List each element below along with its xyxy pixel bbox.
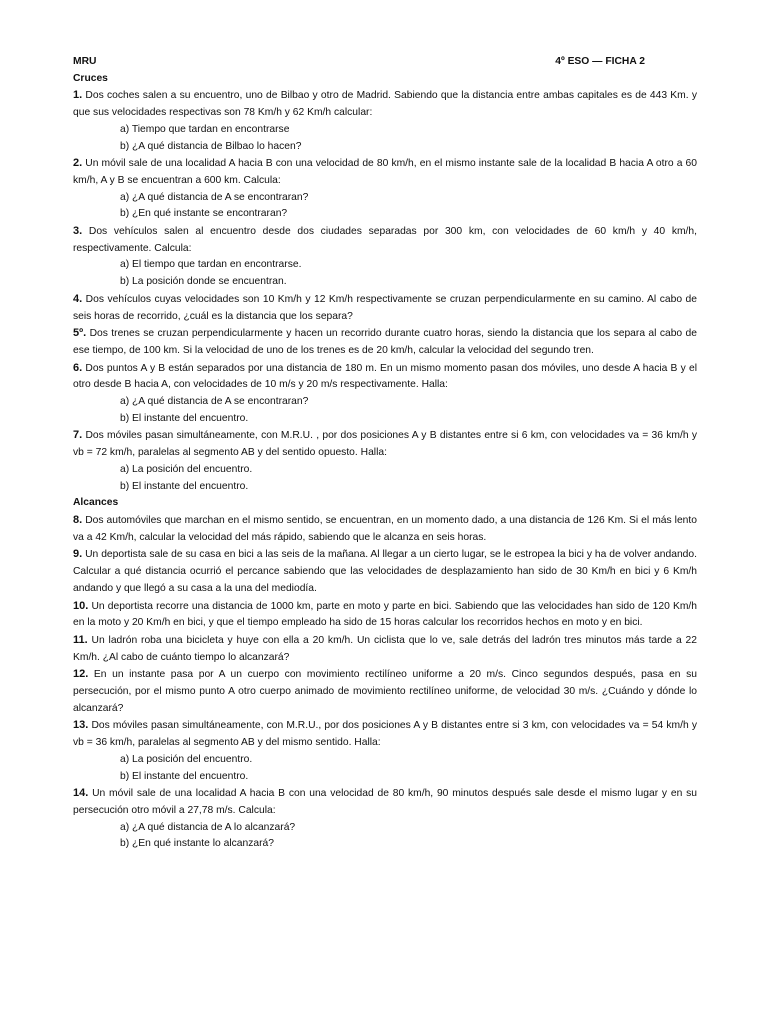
problem-statement: Un deportista recorre una distancia de 1000 km, parte en moto y parte en bici. Sabiendo que las velocidades han sido de 120 Km/h en la moto y 20 Km/h en bici, y que el tiempo empleado ha sido de 15 horas calcular los recorridos hechos en moto y en bici.: [73, 600, 697, 629]
problem-13: [73, 717, 697, 751]
problem-number: 5º.: [73, 327, 87, 340]
worksheet-page: [73, 54, 697, 853]
problem-subquestion: a) La posición del encuentro.: [120, 753, 253, 765]
problem-2: [73, 155, 697, 189]
problem-4: [73, 291, 697, 325]
problem-subquestion: a) Tiempo que tardan en encontrarse: [120, 123, 290, 135]
problem-subquestion: b) ¿A qué distancia de Bilbao lo hacen?: [120, 140, 302, 152]
problem-1: [73, 87, 697, 121]
problem-statement: Dos vehículos cuyas velocidades son 10 Km/h y 12 Km/h respectivamente se cruzan perpendicularmente en su camino. Al cabo de seis horas de recorrido, ¿cuál es la distancia que los separa?: [73, 293, 697, 322]
problem-number: 14.: [73, 787, 89, 800]
problem-10: [73, 598, 697, 632]
problem-statement: Dos vehículos salen al encuentro desde dos ciudades separadas por 300 km, con velocidades de 60 km/h y 40 km/h, respectivamente. Calcula:: [73, 226, 697, 254]
section-title-alcances: Alcances: [73, 497, 119, 509]
problem-list-cruces: [73, 87, 697, 495]
problem-subquestion: b) El instante del encuentro.: [120, 770, 249, 782]
problem-subquestion: a) ¿A qué distancia de A lo alcanzará?: [120, 821, 296, 833]
header-subject: MRU: [73, 56, 97, 67]
problem-number: 10.: [73, 599, 89, 612]
problem-number: 13.: [73, 719, 89, 732]
problem-number: 11.: [73, 633, 88, 646]
problem-11: [73, 632, 697, 666]
problem-statement: Dos puntos A y B están separados por una distancia de 180 m. En un mismo momento pasan dos móviles, uno desde A hacia B y el otro desde B hacia A, con velocidades de 10 m/s y 20 m/s respectivamente. Halla:: [73, 362, 697, 391]
problem-number: 3.: [73, 225, 83, 238]
problem-number: 4.: [73, 292, 83, 305]
problem-number: 6.: [73, 361, 83, 374]
problem-statement: Un móvil sale de una localidad A hacia B con una velocidad de 80 km/h, 90 minutos después sale desde el mismo lugar y en su persecución otro móvil a 27,78 m/s. Calcula:: [73, 788, 697, 816]
section-title-cruces: Cruces: [73, 72, 108, 84]
problem-statement: Dos móviles pasan simultáneamente, con M.R.U., por dos posiciones A y B distantes entre si 3 km, con velocidades va = 54 km/h y vb = 36 km/h, paralelas al segmento AB y del mismo sentido. Halla:: [73, 720, 697, 749]
header-course: 4º ESO — FICHA 2: [555, 56, 645, 67]
problem-statement: Un deportista sale de su casa en bici a las seis de la mañana. Al llegar a un cierto lugar, se le estropea la bici y ha de volver andando. Calcular a qué distancia ocurrió el percance sabiendo que las velocidades de desplazamiento han sido de 30 Km/h en bici y 6 Km/h andando y que llegó a su casa a la una del mediodía.: [73, 549, 697, 594]
problem-subquestion: b) ¿En qué instante se encontraran?: [120, 208, 288, 220]
problem-12: [73, 666, 697, 717]
problem-statement: Dos automóviles que marchan en el mismo sentido, se encuentran, en un momento dado, a una distancia de 126 Km. Si el más lento va a 42 Km/h, calcular la velocidad del más rápido, sabiendo que le alcanza en seis horas.: [73, 514, 697, 543]
problem-statement: Un ladrón roba una bicicleta y huye con ella a 20 km/h. Un ciclista que lo ve, sale detrás del ladrón tres minutos más tarde a 22 Km/h. ¿Al cabo de cuánto tiempo lo alcanzará?: [73, 634, 697, 663]
problem-statement: Dos trenes se cruzan perpendicularmente y hacen un recorrido durante cuatro horas, siendo la distancia que los separa al cabo de ese tiempo, de 100 km. Si la velocidad de uno de los trenes es de 20 km/h, calcular la velocidad del segundo tren.: [73, 328, 697, 356]
problem-3: [73, 223, 697, 257]
problem-7: [73, 427, 697, 461]
problem-subquestion: b) ¿En qué instante lo alcanzará?: [120, 838, 274, 850]
problem-5: [73, 325, 697, 359]
problem-8: [73, 512, 697, 546]
problem-subquestion: b) La posición donde se encuentran.: [120, 276, 287, 288]
problem-statement: En un instante pasa por A un cuerpo con movimiento rectilíneo uniforme a 20 m/s. Cinco segundos después, pasa en su persecución, por el mismo punto A otro cuerpo animado de movimiento rectilíneo uniforme, de velocidad 30 m/s. ¿Cuándo y dónde lo alcanzará?: [73, 669, 697, 714]
problem-number: 2.: [73, 157, 83, 170]
problem-number: 9.: [73, 548, 83, 561]
problem-number: 12.: [73, 668, 89, 681]
problem-subquestion: a) ¿A qué distancia de A se encontraran?: [120, 191, 309, 203]
problem-subquestion: b) El instante del encuentro.: [120, 412, 249, 424]
problem-number: 7.: [73, 429, 83, 442]
problem-statement: Dos coches salen a su encuentro, uno de Bilbao y otro de Madrid. Sabiendo que la distancia entre ambas capitales es de 443 Km. y que sus velocidades respectivas son 78 Km/h y 62 Km/h calcular:: [73, 90, 697, 119]
problem-14: [73, 785, 697, 819]
problem-number: 8.: [73, 513, 83, 526]
problem-6: [73, 360, 697, 394]
problem-statement: Dos móviles pasan simultáneamente, con M.R.U. , por dos posiciones A y B distantes entre si 6 km, con velocidades va = 36 km/h y vb = 72 km/h, paralelas al segmento AB y del sentido opuesto. Halla:: [73, 430, 697, 459]
problem-9: [73, 546, 697, 597]
problem-number: 1.: [73, 89, 83, 102]
problem-statement: Un móvil sale de una localidad A hacia B con una velocidad de 80 km/h, en el mismo instante sale de la localidad B hacia A otro a 60 km/h, A y B se encuentran a 600 km. Calcula:: [73, 158, 697, 186]
problem-subquestion: a) ¿A qué distancia de A se encontraran?: [120, 396, 309, 408]
problem-subquestion: a) La posición del encuentro.: [120, 463, 253, 475]
problem-list-alcances: [73, 512, 697, 853]
worksheet-header: [73, 54, 697, 71]
problem-subquestion: a) El tiempo que tardan en encontrarse.: [120, 259, 302, 271]
problem-subquestion: b) El instante del encuentro.: [120, 480, 249, 492]
